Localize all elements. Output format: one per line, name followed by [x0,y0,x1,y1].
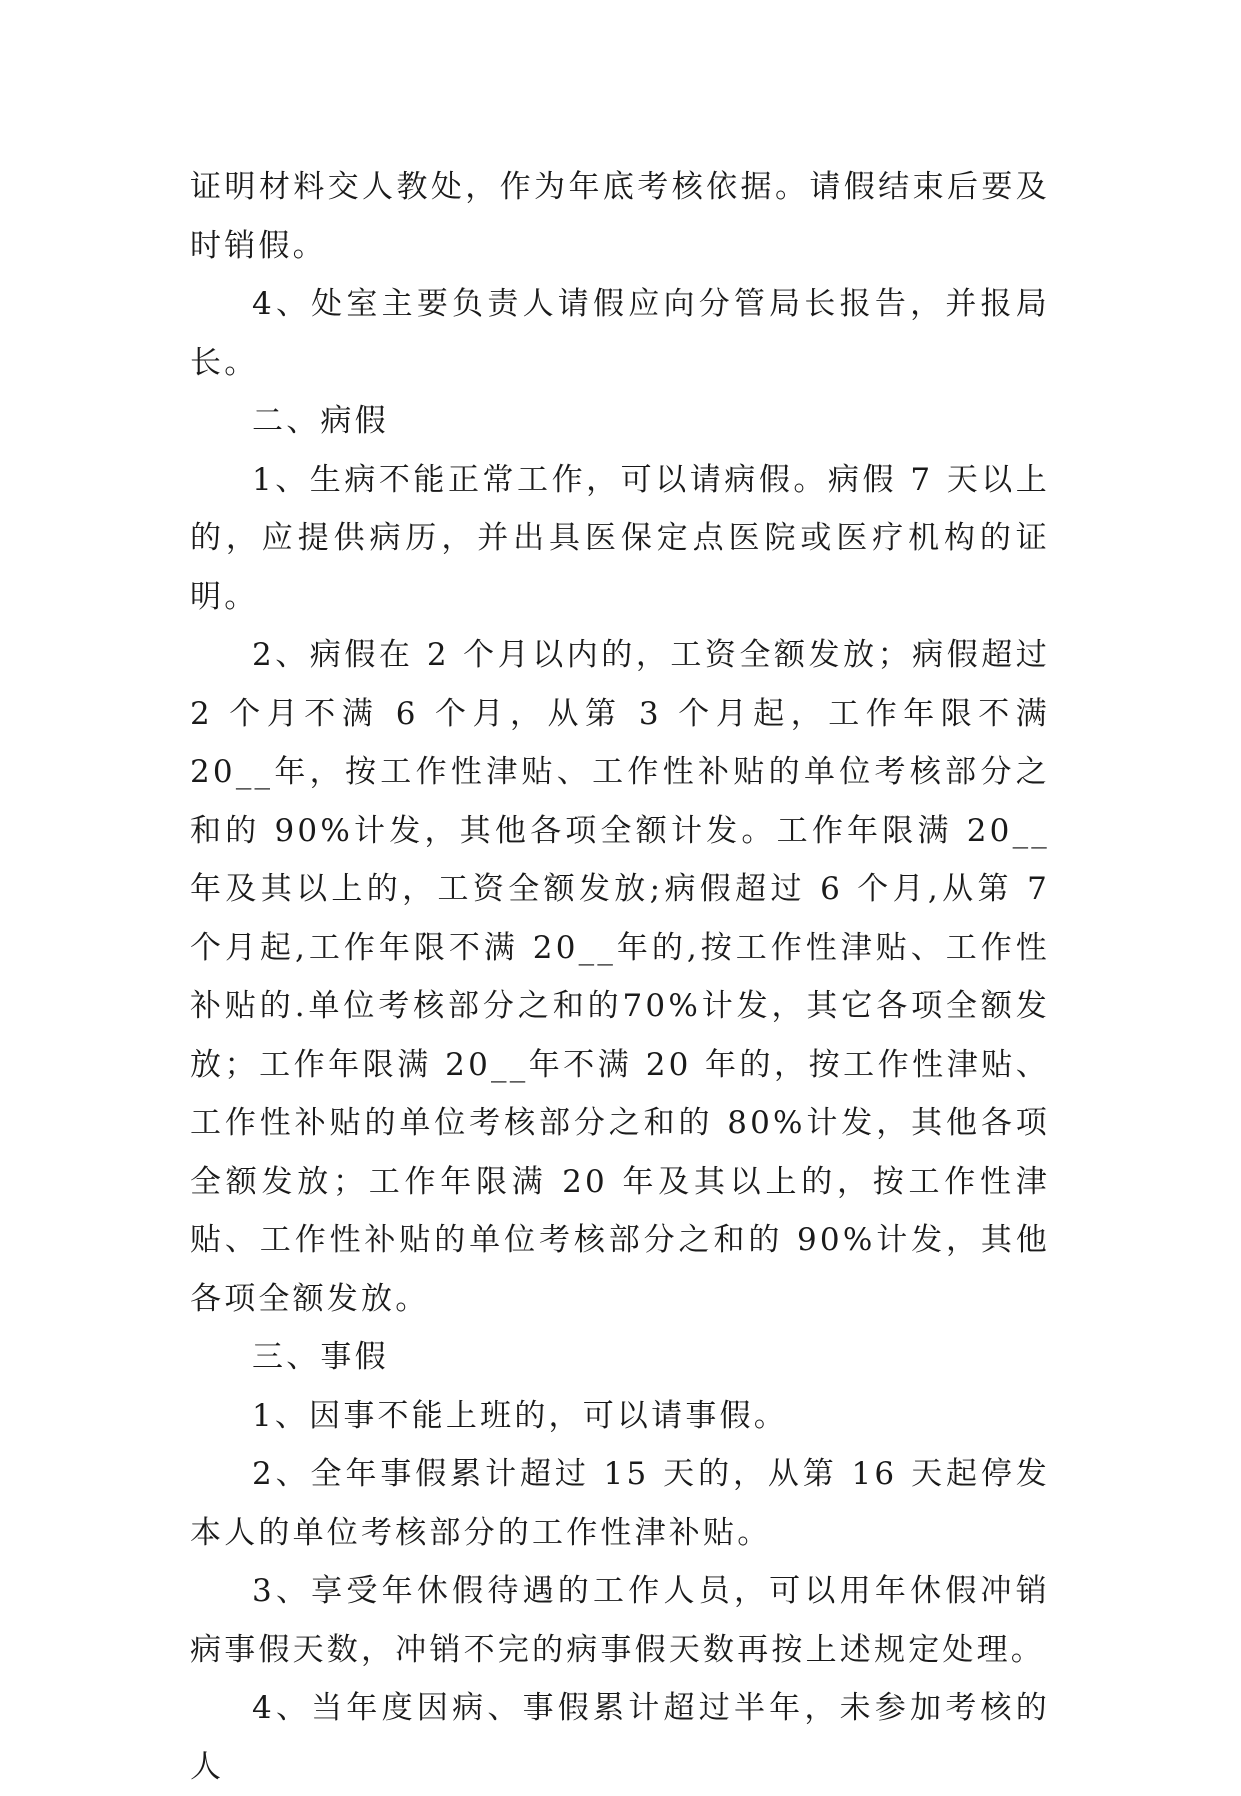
paragraph-personal-leave-item-3: 3、享受年休假待遇的工作人员，可以用年休假冲销病事假天数，冲销不完的病事假天数再按上述规定处理。 [190,1573,1050,1668]
paragraph-personal-leave-item-4: 4、当年度因病、事假累计超过半年，未参加考核的人 [190,1690,1050,1785]
paragraph-sick-leave-item-1: 1、生病不能正常工作，可以请病假。病假 7 天以上的，应提供病历，并出具医保定点医院或医疗机构的证明。 [190,461,1050,615]
document-body [190,158,1050,1796]
paragraph-personal-leave-item-2: 2、全年事假累计超过 15 天的，从第 16 天起停发本人的单位考核部分的工作性津补贴。 [190,1456,1050,1551]
paragraph-continuation: 证明材料交人教处，作为年底考核依据。请假结束后要及时销假。 [190,169,1050,264]
section-heading-personal-leave: 三、事假 [252,1339,389,1375]
paragraph-personal-leave-item-1: 1、因事不能上班的，可以请事假。 [252,1397,788,1434]
paragraph-item-4-supervisor-leave: 4、处室主要负责人请假应向分管局长报告，并报局长。 [190,286,1050,381]
paragraph-sick-leave-item-2: 2、病假在 2 个月以内的，工资全额发放；病假超过 2 个月不满 6 个月，从第 3 个月起，工作年限不满 20__年，按工作性津贴、工作性补贴的单位考核部分之和的 90%计发，其他各项全额计发。工作年限满 20__年及其以上的，工资全额发放;病假超过 6 个月,从第 7 个月起,工作年限不满 20__年的,按工作性津贴、工作性补贴的.单位考核部分之和的70%计发，其它各项全额发放；工作年限满 20__年不满 20 年的，按工作性津贴、工作性补贴的单位考核部分之和的 80%计发，其他各项全额发放；工作年限满 20 年及其以上的，按工作性津贴、工作性补贴的单位考核部分之和的 90%计发，其他各项全额发放。 [190,637,1050,1317]
section-heading-sick-leave: 二、病假 [252,403,389,439]
